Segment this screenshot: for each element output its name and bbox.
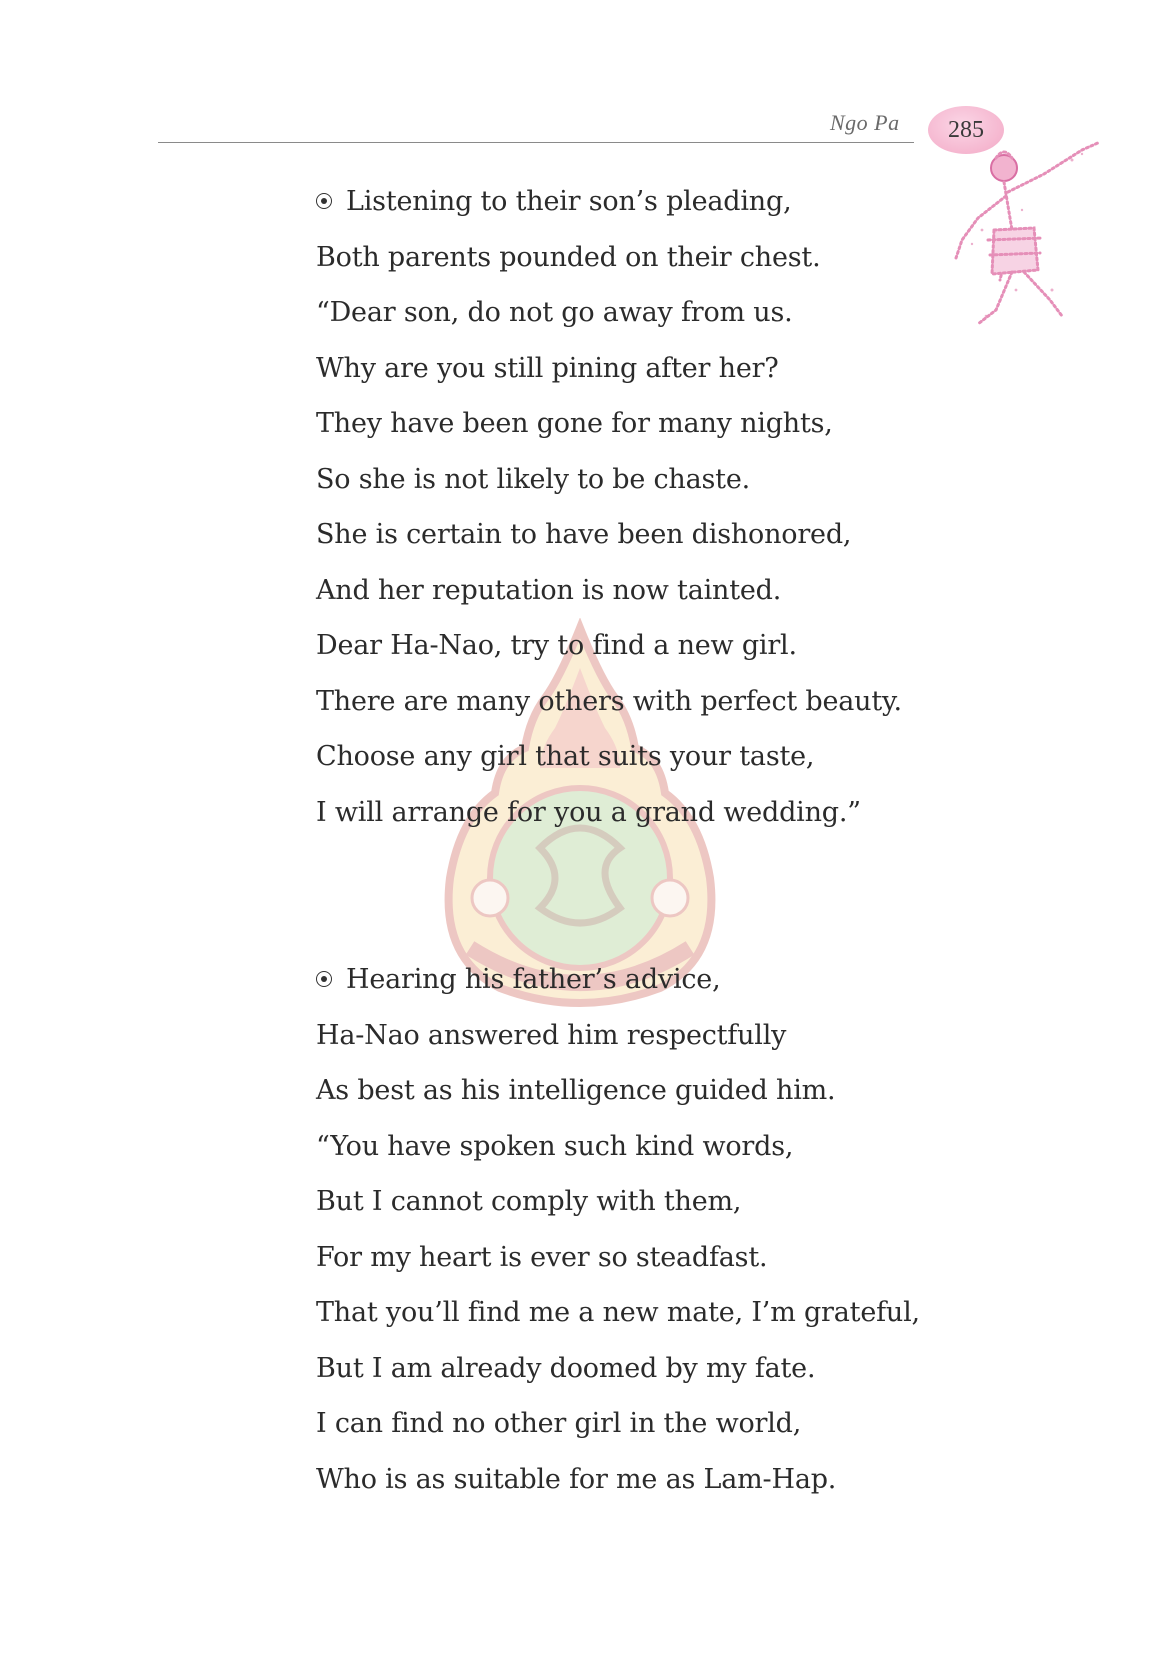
verse-line: I will arrange for you a grand wedding.”	[316, 796, 861, 828]
verse-line: Who is as suitable for me as Lam-Hap.	[316, 1463, 837, 1495]
verse-line: Dear Ha-Nao, try to find a new girl.	[316, 630, 797, 661]
verse-line: And her reputation is now tainted.	[316, 574, 782, 606]
verse-line: Ha-Nao answered him respectfully	[316, 1019, 787, 1051]
stanza-bullet-icon	[316, 971, 332, 987]
verse-line: But I cannot comply with them,	[316, 1186, 742, 1217]
verse-text: Listening to their son’s pleading,	[346, 186, 792, 217]
verse-line: They have been gone for many nights,	[316, 408, 833, 439]
stanza-bullet-icon	[316, 193, 332, 209]
verse-line: “Dear son, do not go away from us.	[316, 297, 793, 328]
verse-text: Hearing his father’s advice,	[346, 964, 721, 995]
verse-line: But I am already doomed by my fate.	[316, 1352, 816, 1384]
stanza-1	[316, 180, 956, 846]
verse-line: She is certain to have been dishonored,	[316, 519, 852, 550]
verse-line: There are many others with perfect beauty.	[316, 685, 902, 717]
verse-line: Choose any girl that suits your taste,	[316, 741, 815, 772]
verse-line: Both parents pounded on their chest.	[316, 241, 821, 273]
verse-line: That you’ll find me a new mate, I’m grateful,	[316, 1297, 920, 1328]
dancer-illustration-icon	[952, 140, 1122, 350]
verse-line: I can find no other girl in the world,	[316, 1408, 802, 1439]
header-rule	[158, 142, 914, 143]
verse-line	[316, 958, 956, 1014]
running-title: Ngo Pa	[830, 110, 900, 135]
verse-line: So she is not likely to be chaste.	[316, 463, 750, 495]
page-number-badge: 285	[928, 106, 1004, 154]
stanza-2	[316, 958, 956, 1513]
verse-line: As best as his intelligence guided him.	[316, 1075, 836, 1106]
verse-line: “You have spoken such kind words,	[316, 1130, 794, 1162]
verse-line: Why are you still pining after her?	[316, 352, 779, 384]
verse-line: For my heart is ever so steadfast.	[316, 1241, 768, 1273]
verse-line	[316, 180, 956, 236]
